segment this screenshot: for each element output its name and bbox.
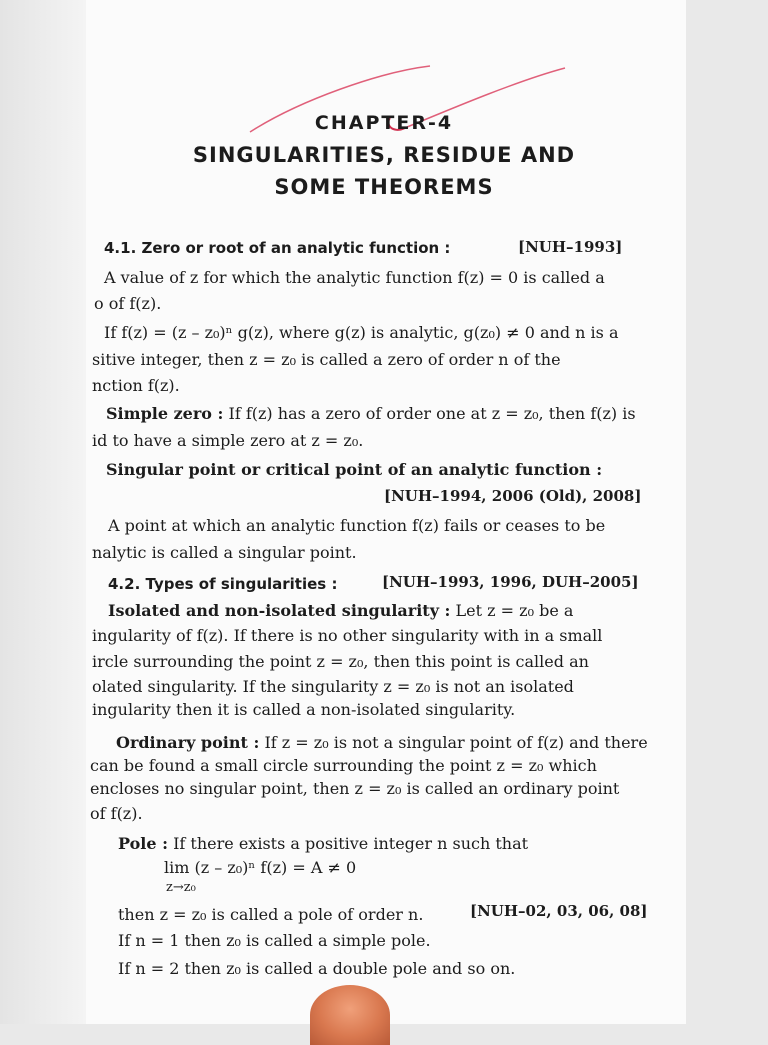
chapter-title-line1: SINGULARITIES, RESIDUE AND (192, 143, 576, 167)
text-line: of f(z). (90, 804, 143, 823)
text-line: Let z = z₀ be a (450, 601, 574, 620)
text-line: If z = z₀ is not a singular point of f(z) and there (259, 733, 648, 752)
section-heading-4-1: 4.1. Zero or root of an analytic function : (104, 239, 451, 257)
text-line: A value of z for which the analytic function f(z) = 0 is called a (104, 268, 605, 287)
text-line: can be found a small circle surrounding the point z = z₀ which (90, 756, 597, 775)
pole-label: Pole : (118, 834, 169, 853)
section-heading-4-2: 4.2. Types of singularities : (108, 575, 338, 593)
text-line: If n = 2 then z₀ is called a double pole and so on. (118, 959, 516, 978)
pole-line (118, 834, 528, 854)
text-line: If f(z) = (z – z₀)ⁿ g(z), where g(z) is analytic, g(z₀) ≠ 0 and n is a (104, 323, 619, 342)
simple-zero-line (106, 404, 636, 424)
text-line: A point at which an analytic function f(z) fails or ceases to be (108, 516, 606, 535)
text-line: ircle surrounding the point z = z₀, then this point is called an (92, 652, 589, 671)
text-line: ingularity then it is called a non-isolated singularity. (92, 700, 516, 719)
text-line: encloses no singular point, then z = z₀ is called an ordinary point (90, 779, 620, 798)
singular-point-ref: [NUH–1994, 2006 (Old), 2008] (384, 487, 642, 505)
text-line: nalytic is called a singular point. (92, 543, 357, 562)
text-line: then z = z₀ is called a pole of order n. (118, 905, 424, 924)
text-line: If n = 1 then z₀ is called a simple pole. (118, 931, 431, 950)
section-ref-4-1: [NUH–1993] (518, 238, 623, 256)
ordinary-point-line (116, 733, 648, 753)
section-ref-4-2: [NUH–1993, 1996, DUH–2005] (382, 573, 639, 591)
isolated-line (108, 601, 573, 621)
text-line: sitive integer, then z = z₀ is called a zero of order n of the (92, 350, 561, 369)
pole-ref: [NUH–02, 03, 06, 08] (470, 902, 648, 920)
text-line: nction f(z). (92, 376, 180, 395)
text-line: id to have a simple zero at z = z₀. (92, 431, 364, 450)
text-line: olated singularity. If the singularity z = z₀ is not an isolated (92, 677, 574, 696)
pole-limit-subscript: z→z₀ (166, 880, 196, 895)
text-line: ingularity of f(z). If there is no other singularity with in a small (92, 626, 603, 645)
simple-zero-label: Simple zero : (106, 404, 224, 423)
chapter-label: CHAPTER-4 (314, 112, 454, 134)
chapter-title-line2: SOME THEOREMS (274, 175, 494, 199)
text-line: If f(z) has a zero of order one at z = z₀, then f(z) is (223, 404, 636, 423)
singular-point-heading: Singular point or critical point of an analytic function : (106, 460, 603, 479)
text-line: o of f(z). (94, 294, 162, 313)
text-line: If there exists a positive integer n such that (168, 834, 529, 853)
pole-limit-formula: lim (z – z₀)ⁿ f(z) = A ≠ 0 (164, 858, 357, 877)
ordinary-point-label: Ordinary point : (116, 733, 260, 752)
thumb-photo-artifact (310, 985, 390, 1045)
isolated-label: Isolated and non-isolated singularity : (108, 601, 451, 620)
